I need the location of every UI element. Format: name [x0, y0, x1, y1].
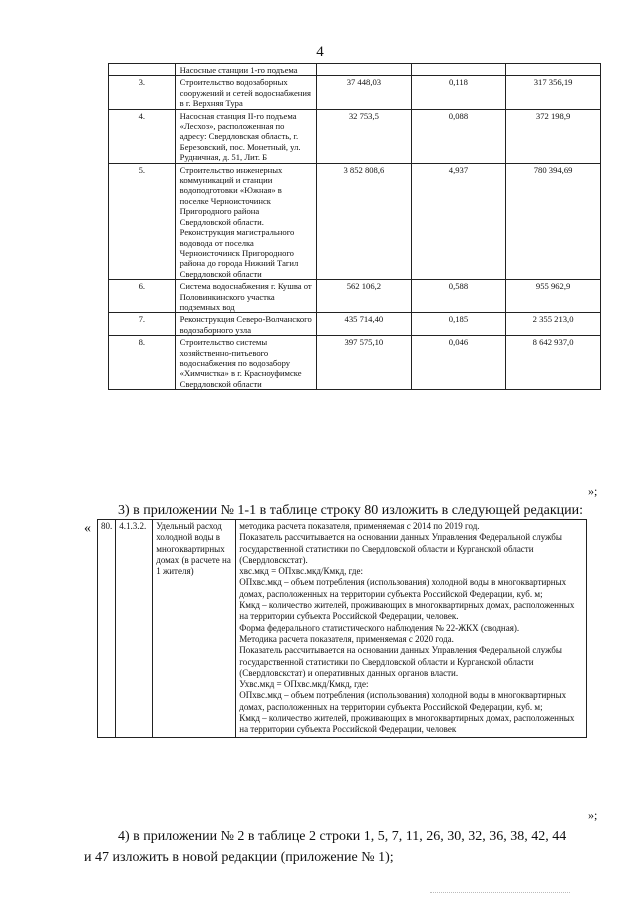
row-number: 6.: [109, 280, 176, 313]
indicator-row: [98, 520, 587, 738]
method-line: Форма федерального статистического наблюдения № 22-ЖКХ (сводная).: [239, 622, 520, 633]
cost-value: 435 714,40: [317, 313, 412, 336]
paragraph-4-line-1: 4) в приложении № 2 в таблице 2 строки 1, 5, 7, 11, 26, 30, 32, 36, 38, 42, 44: [118, 829, 567, 844]
object-name: Строительство водозаборных сооружений и сетей водоснабжения в г. Верхняя Тура: [175, 76, 316, 109]
table-row: [109, 163, 601, 279]
unit-cost-value: [506, 64, 601, 76]
table-row: [109, 313, 601, 336]
indicator-table: [97, 519, 587, 738]
method-line: Ухвс.мкд = ОПхвс.мкд/Кмкд, где:: [239, 679, 369, 690]
unit-cost-value: 317 356,19: [506, 76, 601, 109]
object-name: Насосные станции 1-го подъема: [175, 64, 316, 76]
method-line: Кмкд – количество жителей, проживающих в многоквартирных домах, расположенных на территории субъекта Российской Федерации, человек: [239, 713, 575, 735]
method-line: ОПхвс.мкд – объем потребления (использования) холодной воды в многоквартирных домах, расположенных на территории субъекта Российской Федерации, куб. м;: [239, 577, 567, 599]
unit-cost-value: 955 962,9: [506, 280, 601, 313]
method-line: методика расчета показателя, применяемая с 2014 по 2019 год.: [239, 521, 480, 531]
row-number: 4.: [109, 109, 176, 163]
table2-closing-quote: »;: [588, 808, 598, 822]
row-number: 3.: [109, 76, 176, 109]
method-line: хвс.мкд = ОПхвс.мкд/Кмкд, где:: [239, 566, 363, 577]
cost-value: 562 106,2: [317, 280, 412, 313]
object-name: Строительство системы хозяйственно-питьевого водоснабжения по водозабору «Химчистка» в г. Красноуфимске Свердловской области: [175, 336, 316, 390]
investment-table-body: [109, 64, 601, 390]
capacity-value: [411, 64, 505, 76]
object-name: Насосная станция II-го подъема «Лесхоз», расположенная по адресу: Свердловская область, г. Березовский, пос. Монетный, ул. Рудничная, д. 51, Лит. Б: [175, 109, 316, 163]
unit-cost-value: 372 198,9: [506, 109, 601, 163]
table1-closing-quote: »;: [588, 484, 598, 498]
table-row: [109, 336, 601, 390]
row-number: 8.: [109, 336, 176, 390]
cost-value: 37 448,03: [317, 76, 412, 109]
method-line: Кмкд – количество жителей, проживающих в многоквартирных домах, расположенных на территории субъекта Российской Федерации, человек.: [239, 600, 575, 622]
scan-artifact-dots: [430, 892, 570, 893]
method-line: Методика расчета показателя, применяемая с 2020 года.: [239, 633, 454, 644]
object-name: Реконструкция Северо-Волчанского водозаборного узла: [175, 313, 316, 336]
object-name: Строительство инженерных коммуникаций и станции водоподготовки «Южная» в поселке Черноисточинск Пригородного района Свердловской области. Реконструкция магистрального водовода от поселка Черноисточинск Пригородного района до города Нижний Тагил Свердловской области: [175, 163, 316, 279]
method-line: ОПхвс.мкд – объем потребления (использования) холодной воды в многоквартирных домах, расположенных на территории субъекта Российской Федерации, куб. м;: [239, 690, 567, 712]
paragraph-3: 3) в приложении № 1-1 в таблице строку 80 изложить в следующей редакции:: [118, 503, 584, 518]
capacity-value: 4,937: [411, 163, 505, 279]
indicator-code: 4.1.3.2.: [116, 520, 153, 738]
capacity-value: 0,588: [411, 280, 505, 313]
table-row: [109, 109, 601, 163]
indicator-name: Удельный расход холодной воды в многоквартирных домах (в расчете на 1 жителя): [153, 520, 236, 738]
unit-cost-value: 780 394,69: [506, 163, 601, 279]
cost-value: 32 753,5: [317, 109, 412, 163]
capacity-value: 0,185: [411, 313, 505, 336]
cost-value: 3 852 808,6: [317, 163, 412, 279]
row-number: [109, 64, 176, 76]
cost-value: 397 575,10: [317, 336, 412, 390]
paragraph-4-line-2: и 47 изложить в новой редакции (приложение № 1);: [84, 850, 394, 865]
calculation-method: [236, 520, 587, 738]
unit-cost-value: 2 355 213,0: [506, 313, 601, 336]
opening-quote: «: [84, 521, 91, 536]
row-number: 5.: [109, 163, 176, 279]
cost-value: [317, 64, 412, 76]
table-row: [109, 64, 601, 76]
row-number: 80.: [98, 520, 116, 738]
table-row: [109, 280, 601, 313]
capacity-value: 0,046: [411, 336, 505, 390]
capacity-value: 0,118: [411, 76, 505, 109]
capacity-value: 0,088: [411, 109, 505, 163]
method-line: Показатель рассчитывается на основании данных Управления Федеральной службы государственной статистики по Свердловской области и Курганской области (Свердловскстат).: [239, 532, 562, 565]
method-text: [239, 521, 583, 736]
row-number: 7.: [109, 313, 176, 336]
table-row: [109, 76, 601, 109]
unit-cost-value: 8 642 937,0: [506, 336, 601, 390]
investment-table: [108, 63, 601, 390]
page-number: 4: [316, 44, 324, 60]
method-line: Показатель рассчитывается на основании данных Управления Федеральной службы государственной статистики по Свердловской области и Курганской области (Свердловскстат) и оперативных данных органов власти.: [239, 645, 562, 678]
object-name: Система водоснабжения г. Кушва от Половинкинского участка подземных вод: [175, 280, 316, 313]
